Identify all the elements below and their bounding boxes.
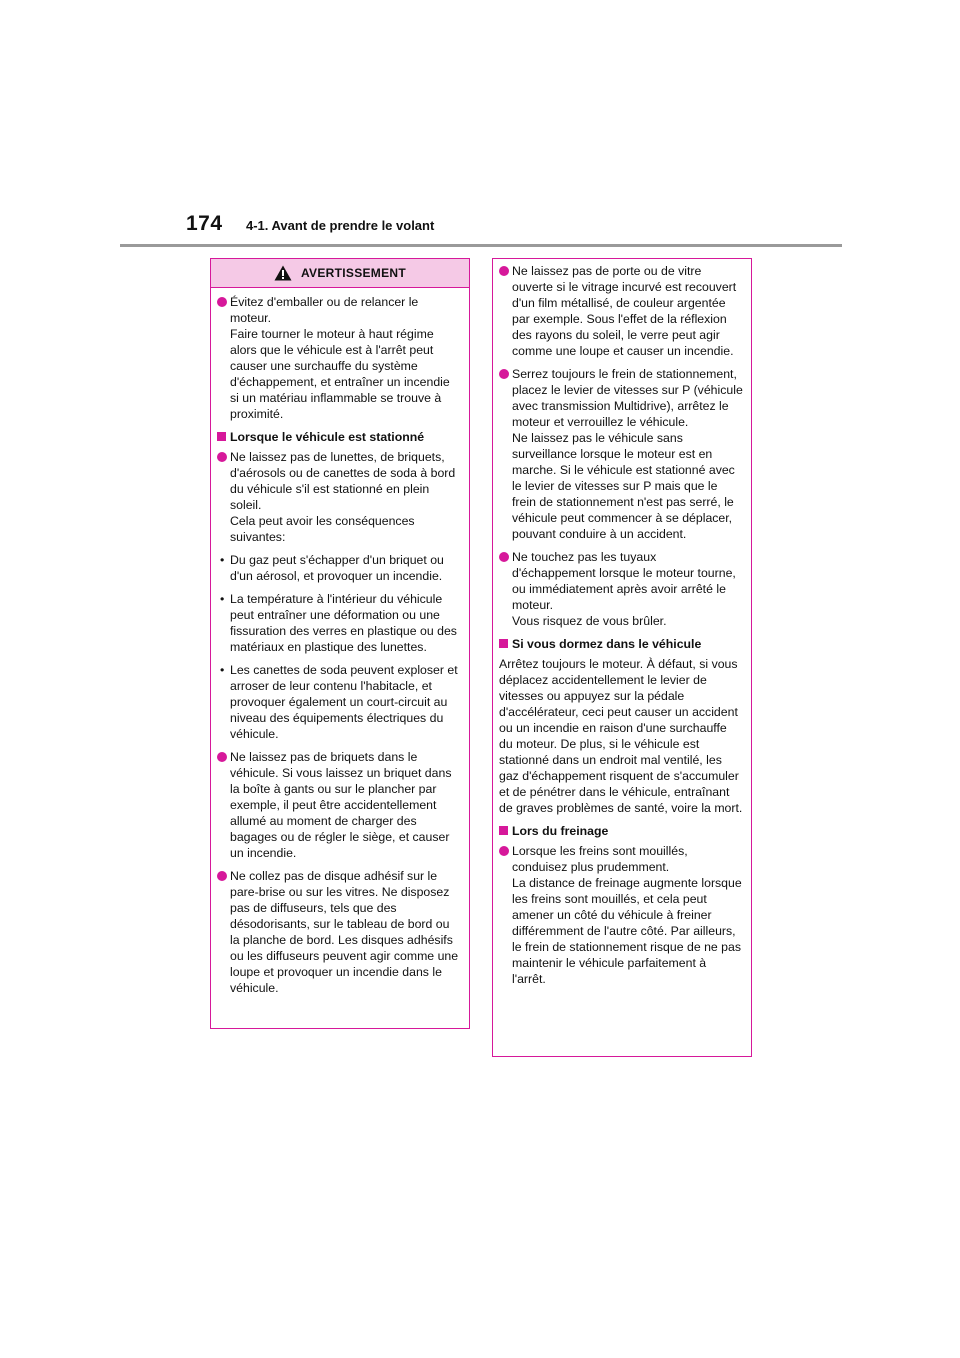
bullet-dot-icon (499, 846, 509, 856)
warning-content-right (493, 259, 751, 987)
warning-item (217, 294, 461, 422)
bullet-dot-icon (217, 297, 227, 307)
bullet-dot-icon (217, 752, 227, 762)
warning-item (217, 868, 461, 996)
warning-title: AVERTISSEMENT (300, 266, 407, 280)
bullet-dot-icon (217, 871, 227, 881)
header-divider (120, 244, 842, 247)
warning-header (211, 259, 469, 288)
item-lead: Serrez toujours le frein de stationnement, placez le levier de vitesses sur P (véhicule avec transmission Multidrive), arrêtez le moteur et verrouillez le véhicule. (512, 367, 743, 429)
subheading-text: Si vous dormez dans le véhicule (512, 637, 702, 651)
item-lead: Évitez d'emballer ou de relancer le moteur. (230, 295, 419, 325)
item-body: La distance de freinage augmente lorsque les freins sont mouillés, et cela peut amener un côté du véhicule à freiner différemment de l'autre côté. Par ailleurs, le frein de stationnement risque de ne pas maintenir le véhicule parfaitement à l'arrêt. (512, 876, 742, 986)
subheading-text: Lorsque le véhicule est stationné (230, 430, 425, 444)
square-bullet-icon (499, 826, 508, 835)
subheading-sleep (499, 636, 743, 652)
warning-box-left (210, 258, 470, 1029)
item-text: Ne laissez pas de briquets dans le véhicule. Si vous laissez un briquet dans la boîte à gants ou sur le plancher par exemple, il peut être accidentellement allumé au moment de charger des bagages ou de régler le siège, et causer un incendie. (230, 750, 452, 860)
subheading-text: Lors du freinage (512, 824, 609, 838)
warning-item (499, 263, 743, 359)
warning-item (499, 366, 743, 542)
sub-bullet: • Du gaz peut s'échapper d'un briquet ou d'un aérosol, et provoquer un incendie. (217, 552, 461, 584)
warning-box-right (492, 258, 752, 1057)
item-text: Ne laissez pas de porte ou de vitre ouverte si le vitrage incurvé est recouvert d'un film métallisé, de couleur argentée par exemple. Sous l'effet de la réflexion des rayons du soleil, le verre peut agir comme une loupe et causer un incendie. (512, 264, 737, 358)
warning-item (499, 549, 743, 629)
bullet-dot-icon (499, 266, 509, 276)
bullet-dot-icon (499, 552, 509, 562)
item-lead: Ne laissez pas de lunettes, de briquets, d'aérosols ou de canettes de soda à bord du véhicule s'il est stationné en plein soleil. (230, 450, 456, 512)
warning-item (217, 449, 461, 545)
square-bullet-icon (217, 432, 226, 441)
warning-triangle-icon (274, 265, 292, 281)
item-lead: Lorsque les freins sont mouillés, conduisez plus prudemment. (512, 844, 688, 874)
bullet-dot-icon (217, 452, 227, 462)
warning-item (499, 843, 743, 987)
square-bullet-icon (499, 639, 508, 648)
sub-bullet-text: La température à l'intérieur du véhicule peut entraîner une déformation ou une fissuration des verres en plastique ou des matériaux en plastique des lunettes. (230, 592, 457, 654)
sub-bullet: • La température à l'intérieur du véhicule peut entraîner une déformation ou une fissuration des verres en plastique ou des matériaux en plastique des lunettes. (217, 591, 461, 655)
sub-bullet-text: Du gaz peut s'échapper d'un briquet ou d'un aérosol, et provoquer un incendie. (230, 553, 444, 583)
item-text: Ne collez pas de disque adhésif sur le pare-brise ou sur les vitres. Ne disposez pas de diffuseurs, tels que des désodorisants, sur le tableau de bord ou la planche de bord. Les disques adhésifs ou les diffuseurs peuvent agir comme une loupe et provoquer un incendie dans le véhicule. (230, 869, 459, 995)
warning-content-left (211, 288, 469, 996)
item-lead: Ne touchez pas les tuyaux d'échappement lorsque le moteur tourne, ou immédiatement après avoir arrêté le moteur. (512, 550, 736, 612)
item-body: Cela peut avoir les conséquences suivantes: (230, 514, 415, 544)
section-title: 4-1. Avant de prendre le volant (246, 218, 435, 233)
sleep-paragraph: Arrêtez toujours le moteur. À défaut, si vous déplacez accidentellement le levier de vitesses ou appuyez sur la pédale d'accélérateur, ceci peut causer un accident ou un incendie en raison d'une surchauffe du moteur. De plus, si le véhicule est stationné dans un endroit mal ventilé, les gaz d'échappement risquent de s'accumuler et de pénétrer dans le véhicule, entraînant de graves problèmes de santé, voire la mort. (499, 657, 743, 815)
sub-bullet-text: Les canettes de soda peuvent exploser et arroser de leur contenu l'habitacle, et provoquer également un court-circuit au niveau des équipements électriques du véhicule. (230, 663, 458, 741)
item-body: Faire tourner le moteur à haut régime alors que le véhicule est à l'arrêt peut causer une surchauffe du système d'échappement, et entraîner un incendie si un matériau inflammable se trouve à proximité. (230, 327, 450, 421)
warning-item (217, 749, 461, 861)
subheading-braking (499, 823, 743, 839)
item-body: Ne laissez pas le véhicule sans surveillance lorsque le moteur est en marche. Si le véhicule est stationné avec le levier de vitesses sur P mais que le frein de stationnement n'est pas serré, le véhicule peut commencer à se déplacer, pouvant conduire à un accident. (512, 431, 735, 541)
sub-bullet: • Les canettes de soda peuvent exploser et arroser de leur contenu l'habitacle, et provoquer également un court-circuit au niveau des équipements électriques du véhicule. (217, 662, 461, 742)
item-body: Vous risquez de vous brûler. (512, 614, 667, 628)
page-number: 174 (186, 212, 223, 235)
bullet-dot-icon (499, 369, 509, 379)
subheading-parked (217, 429, 461, 445)
